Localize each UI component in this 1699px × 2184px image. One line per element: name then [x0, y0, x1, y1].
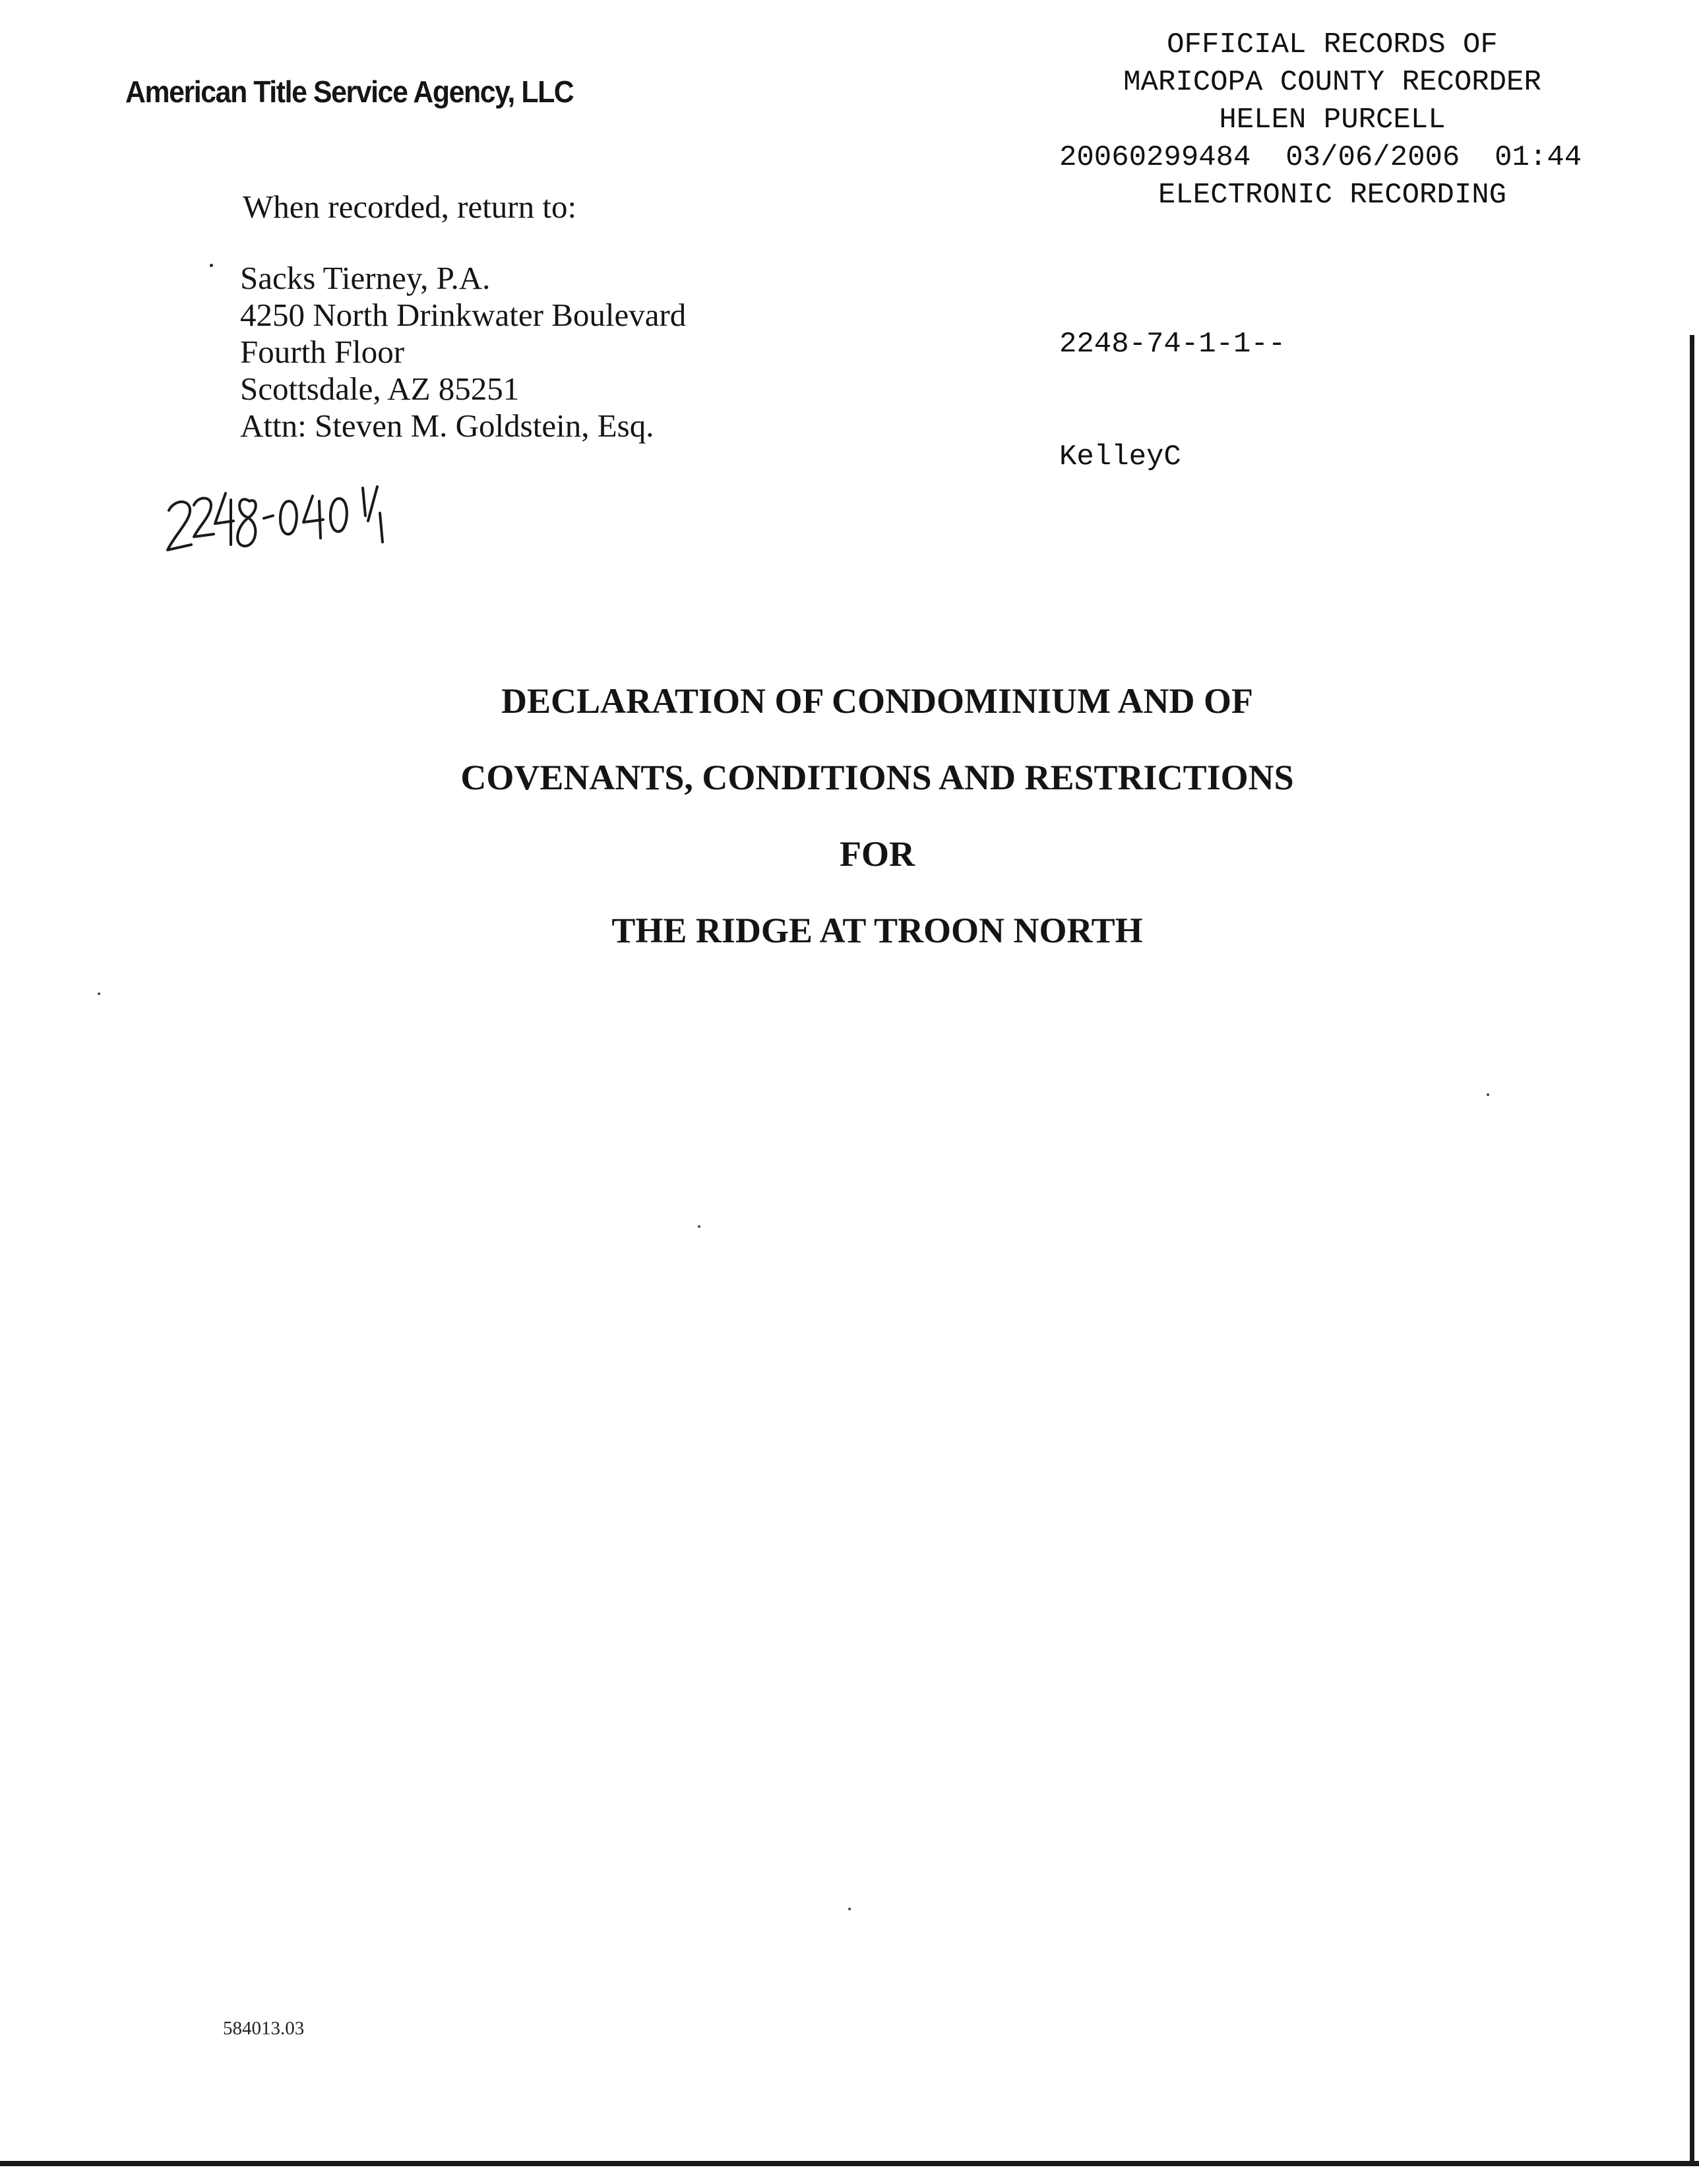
address-line: Attn: Steven M. Goldstein, Esq. — [240, 408, 654, 444]
recording-number-date-time: 20060299484 03/06/2006 01:44 — [1059, 141, 1582, 174]
recorder-line: ELECTRONIC RECORDING — [1158, 179, 1507, 212]
address-line: Scottsdale, AZ 85251 — [240, 371, 520, 407]
title-agency-name: American Title Service Agency, LLC — [125, 75, 574, 109]
clerk-name: KelleyC — [1059, 440, 1181, 473]
title-line: FOR — [840, 834, 915, 874]
handwritten-note — [165, 481, 442, 564]
recorder-line: MARICOPA COUNTY RECORDER — [1123, 66, 1541, 99]
address-line: Fourth Floor — [240, 334, 405, 370]
footer-document-number: 584013.03 — [223, 2018, 305, 2039]
scan-edge-right — [1690, 335, 1694, 2165]
recording-reference — [1059, 251, 1285, 551]
recorder-stamp — [1029, 26, 1636, 214]
document-code: 2248-74-1-1-- — [1059, 328, 1286, 361]
scan-speck — [848, 1908, 851, 1910]
title-line: COVENANTS, CONDITIONS AND RESTRICTIONS — [460, 758, 1294, 797]
scan-speck — [98, 992, 100, 995]
handwritten-note-drawing — [165, 481, 442, 561]
return-address — [240, 260, 686, 444]
recorder-line: HELEN PURCELL — [1219, 104, 1446, 136]
scan-speck — [698, 1225, 700, 1228]
title-line: DECLARATION OF CONDOMINIUM AND OF — [501, 681, 1253, 721]
scan-dot — [210, 264, 213, 267]
address-line: 4250 North Drinkwater Boulevard — [240, 297, 687, 333]
title-line: THE RIDGE AT TROON NORTH — [611, 911, 1143, 950]
recorder-line: OFFICIAL RECORDS OF — [1167, 28, 1498, 61]
return-to-label: When recorded, return to: — [243, 189, 577, 225]
address-line: Sacks Tierney, P.A. — [240, 260, 491, 296]
document-title — [0, 663, 1699, 969]
scan-edge-bottom — [0, 2161, 1699, 2166]
scan-speck — [1487, 1093, 1489, 1096]
